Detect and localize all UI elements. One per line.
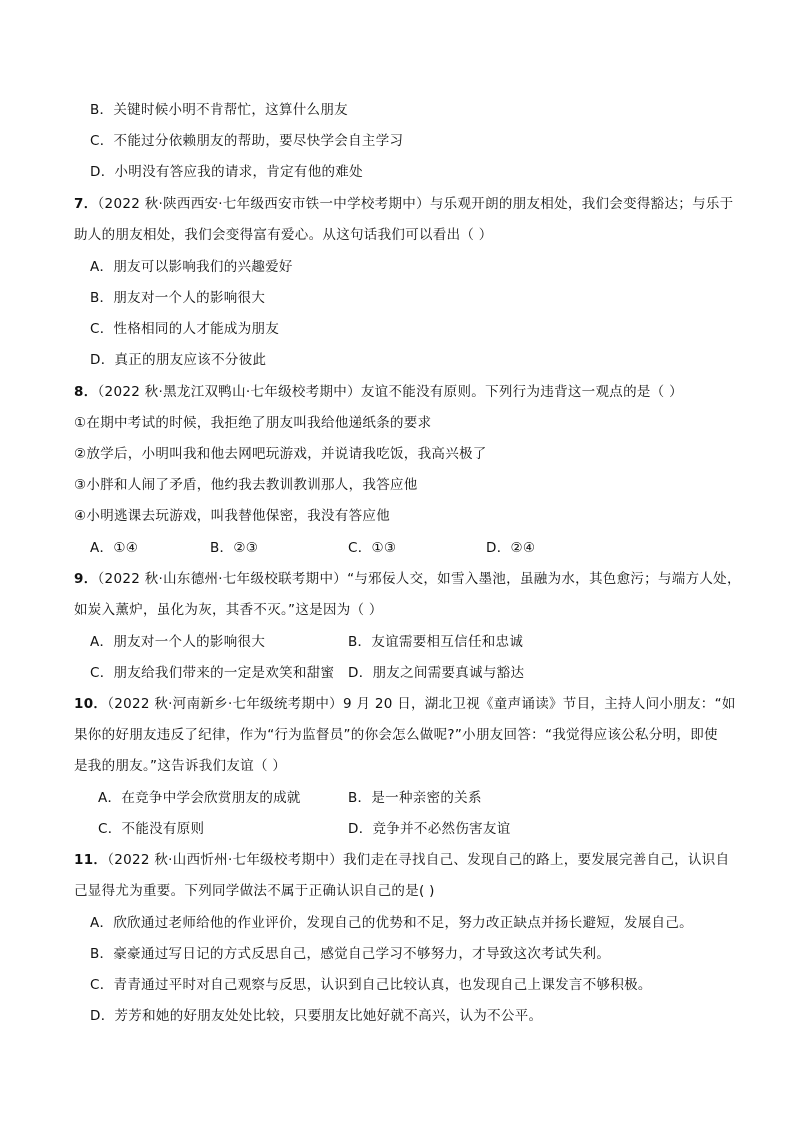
q8-statement-1: ①在期中考试的时候，我拒绝了朋友叫我给他递纸条的要求 xyxy=(74,415,432,431)
q7-option-c: C．性格相同的人才能成为朋友 xyxy=(90,321,280,337)
q7-option-b: B．朋友对一个人的影响很大 xyxy=(90,290,266,306)
q11-option-b: B．豪豪通过写日记的方式反思自己，感觉自己学习不够努力，才导致这次考试失利。 xyxy=(90,946,611,962)
q10-number: 10． xyxy=(74,696,108,712)
q11-number: 11． xyxy=(74,852,108,868)
q7-stem-line1 xyxy=(74,194,733,214)
q10-option-d: D．竞争并不必然伤害友谊 xyxy=(348,821,511,837)
q6-option-b: B．关键时候小明不肯帮忙，这算什么朋友 xyxy=(90,102,348,118)
q7-option-d: D．真正的朋友应该不分彼此 xyxy=(90,352,267,368)
q8-statement-3: ③小胖和人闹了矛盾，他约我去教训教训那人，我答应他 xyxy=(74,477,418,493)
q7-option-a: A．朋友可以影响我们的兴趣爱好 xyxy=(90,259,293,275)
q9-text-1: （2022 秋·山东德州·七年级校联考期中）“与邪佞人交，如雪入墨池，虽融为水，其色愈污；与端方人处， xyxy=(97,571,741,587)
q9-number: 9． xyxy=(74,571,98,587)
q10-stem-line2: 果你的好朋友违反了纪律，作为“行为监督员”的你会怎么做呢?”小朋友回答：“我觉得应该公私分明，即使 xyxy=(74,727,718,743)
q11-option-d: D．芳芳和她的好朋友处处比较，只要朋友比她好就不高兴，认为不公平。 xyxy=(90,1008,543,1024)
q8-stem-line1 xyxy=(74,382,683,402)
q8-statement-4: ④小明逃课去玩游戏，叫我替他保密，我没有答应他 xyxy=(74,508,391,524)
q9-stem-line1 xyxy=(74,569,741,589)
q8-number: 8． xyxy=(74,384,98,400)
q11-option-c: C．青青通过平时对自己观察与反思，认识到自己比较认真，也发现自己上课发言不够积极。 xyxy=(90,977,652,993)
q7-number: 7． xyxy=(74,196,98,212)
q10-stem-line1 xyxy=(74,694,736,714)
q8-option-d: D．②④ xyxy=(486,540,536,556)
q11-stem-line1 xyxy=(74,850,729,870)
q8-option-a: A．①④ xyxy=(90,540,139,556)
q7-text-1: （2022 秋·陕西西安·七年级西安市铁一中学校考期中）与乐观开朗的朋友相处，我们会变得豁达；与乐于 xyxy=(97,196,734,212)
q9-option-a: A．朋友对一个人的影响很大 xyxy=(90,634,266,650)
q6-option-d: D．小明没有答应我的请求，肯定有他的难处 xyxy=(90,164,363,180)
q10-option-c: C．不能没有原则 xyxy=(98,821,205,837)
q8-option-c: C．①③ xyxy=(348,540,397,556)
q7-stem-line2: 助人的朋友相处，我们会变得富有爱心。从这句话我们可以看出（ ） xyxy=(74,227,493,243)
q8-statement-2: ②放学后，小明叫我和他去网吧玩游戏，并说请我吃饭，我高兴极了 xyxy=(74,446,487,462)
q11-option-a: A．欣欣通过老师给他的作业评价，发现自己的优势和不足，努力改正缺点并扬长避短，发展自己。 xyxy=(90,915,693,931)
q6-option-c: C．不能过分依赖朋友的帮助，要尽快学会自主学习 xyxy=(90,133,404,149)
q10-option-b: B．是一种亲密的关系 xyxy=(348,790,482,806)
q11-stem-line2: 己显得尤为重要。下列同学做法不属于正确认识自己的是( ) xyxy=(74,883,435,899)
q10-option-a: A．在竞争中学会欣赏朋友的成就 xyxy=(98,790,301,806)
q9-option-b: B．友谊需要相互信任和忠诚 xyxy=(348,634,524,650)
q8-option-b: B．②③ xyxy=(210,540,259,556)
q10-stem-line3: 是我的朋友。”这告诉我们友谊（ ） xyxy=(74,758,287,774)
q9-option-c: C．朋友给我们带来的一定是欢笑和甜蜜 xyxy=(90,665,335,681)
q8-text-1: （2022 秋·黑龙江双鸭山·七年级校考期中）友谊不能没有原则。下列行为违背这一观点的是（ ） xyxy=(97,384,683,400)
q10-text-1: （2022 秋·河南新乡·七年级统考期中）9 月 20 日，湖北卫视《童声诵读》节目，主持人问小朋友：“如 xyxy=(107,696,736,712)
q11-text-1: （2022 秋·山西忻州·七年级校考期中）我们走在寻找自己、发现自己的路上，要发展完善自己，认识自 xyxy=(107,852,730,868)
q9-option-d: D．朋友之间需要真诚与豁达 xyxy=(348,665,525,681)
q9-stem-line2: 如炭入薰炉，虽化为灰，其香不灭。”这是因为（ ） xyxy=(74,602,383,618)
